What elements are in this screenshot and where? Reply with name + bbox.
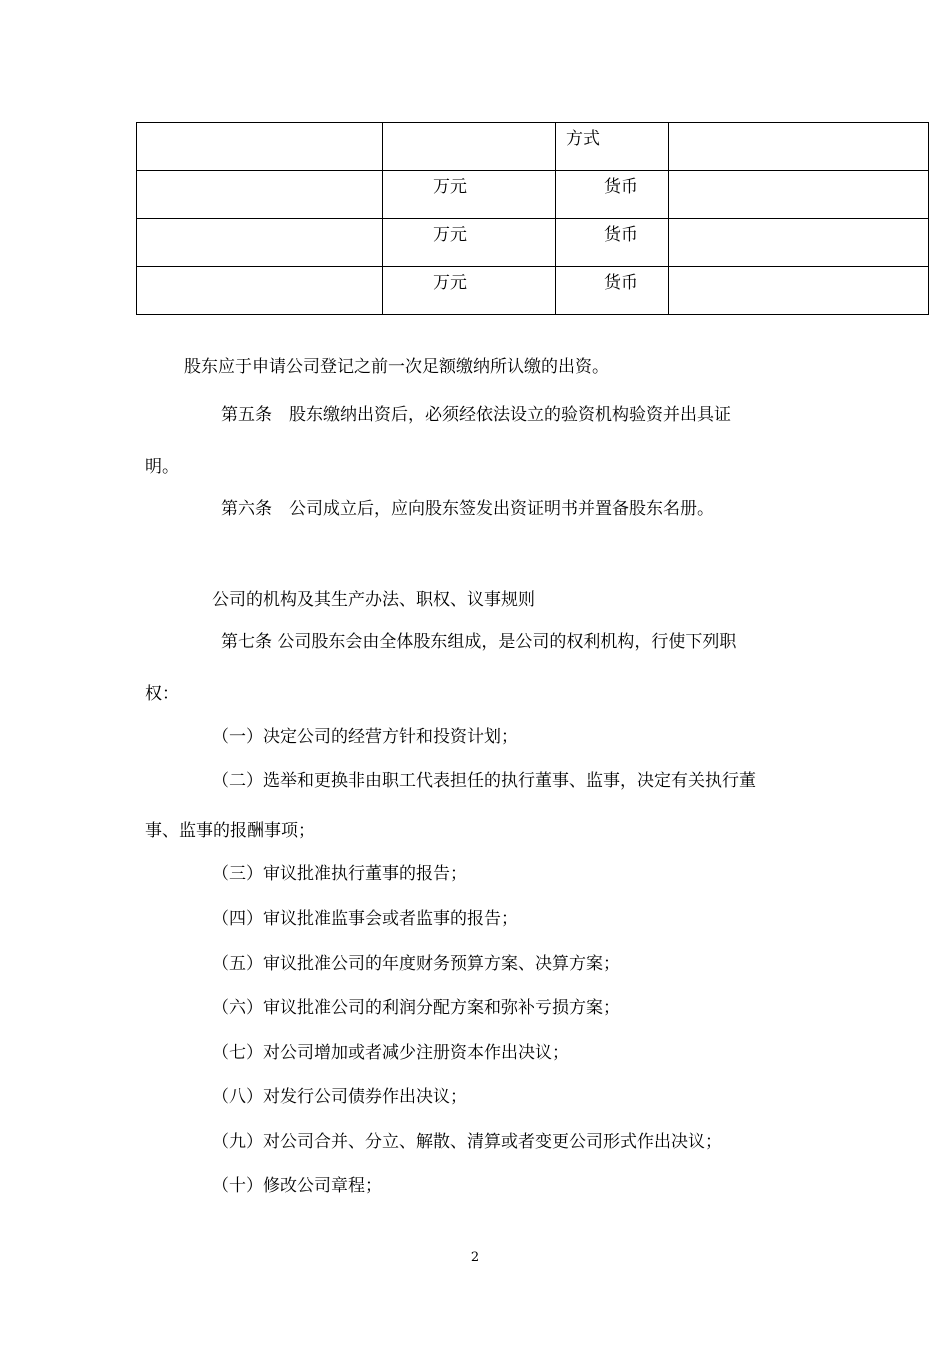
list-item: （一）决定公司的经营方针和投资计划； — [212, 727, 518, 747]
paragraph-contribution-deadline: 股东应于申请公司登记之前一次足额缴纳所认缴的出资。 — [184, 357, 609, 377]
list-item: （四）审议批准监事会或者监事的报告； — [212, 909, 518, 929]
list-item: （五）审议批准公司的年度财务预算方案、决算方案； — [212, 954, 620, 974]
amount-unit: 万元 — [433, 225, 467, 245]
table-cell — [556, 219, 669, 267]
capital-contribution-table — [136, 122, 929, 315]
contribution-method-label: 方式 — [566, 129, 600, 149]
table-cell — [556, 267, 669, 315]
amount-unit: 万元 — [433, 177, 467, 197]
list-item-continuation: 事、监事的报酬事项； — [145, 821, 315, 841]
table-cell — [669, 219, 929, 267]
contribution-method: 货币 — [604, 177, 638, 197]
table-cell — [556, 171, 669, 219]
table-cell — [137, 123, 383, 171]
list-item: （十）修改公司章程； — [212, 1176, 382, 1196]
article-5-line-2: 明。 — [145, 457, 179, 477]
page-number: 2 — [470, 1250, 480, 1265]
article-6: 第六条 公司成立后，应向股东签发出资证明书并置备股东名册。 — [221, 499, 714, 519]
section-heading: 公司的机构及其生产办法、职权、议事规则 — [212, 590, 535, 610]
article-5-line-1: 第五条 股东缴纳出资后，必须经依法设立的验资机构验资并出具证 — [221, 405, 731, 425]
table-row — [137, 219, 929, 267]
table-cell — [669, 267, 929, 315]
list-item: （三）审议批准执行董事的报告； — [212, 864, 467, 884]
list-item: （八）对发行公司债券作出决议； — [212, 1087, 467, 1107]
table-cell — [383, 219, 556, 267]
table-cell — [383, 171, 556, 219]
list-item: （二）选举和更换非由职工代表担任的执行董事、监事，决定有关执行董 — [212, 771, 756, 791]
table-cell — [556, 123, 669, 171]
table-cell — [383, 123, 556, 171]
table-cell — [137, 219, 383, 267]
table-cell — [383, 267, 556, 315]
table-cell — [137, 171, 383, 219]
list-item: （九）对公司合并、分立、解散、清算或者变更公司形式作出决议； — [212, 1132, 722, 1152]
article-7-line-1: 第七条 公司股东会由全体股东组成，是公司的权利机构，行使下列职 — [221, 632, 737, 652]
contribution-method: 货币 — [604, 225, 638, 245]
amount-unit: 万元 — [433, 273, 467, 293]
table-row — [137, 267, 929, 315]
table-cell — [137, 267, 383, 315]
table-row — [137, 171, 929, 219]
contribution-method: 货币 — [604, 273, 638, 293]
list-item: （六）审议批准公司的利润分配方案和弥补亏损方案； — [212, 998, 620, 1018]
table-cell — [669, 123, 929, 171]
list-item: （七）对公司增加或者减少注册资本作出决议； — [212, 1043, 569, 1063]
table-header-row — [137, 123, 929, 171]
table-cell — [669, 171, 929, 219]
article-7-line-2: 权： — [145, 684, 179, 704]
